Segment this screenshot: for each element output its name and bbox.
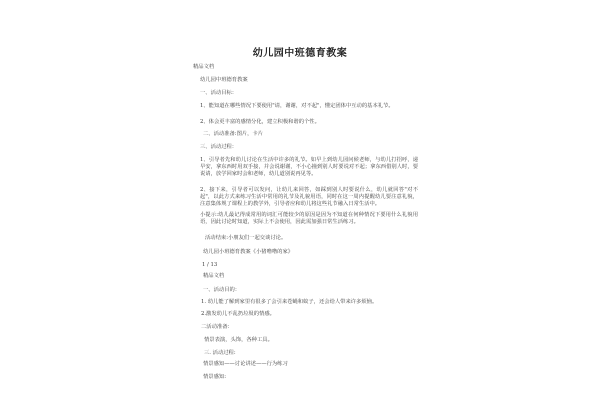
paragraph: 小提示:幼儿最记得成常用的词汇可能较少的原因是因为不知道在何种情况下要用什么礼貌用语，因此讨论时知道，实际上不会使用，因此需加强日常生活练习。 — [200, 212, 418, 226]
paragraph: 1、引导者先和幼儿讨论在生活中许多的礼节。如早上到幼儿园问候老师，与幼儿打招呼，递早安，拿东西时用双手接，并会说谢谢，不小心撞到别人时要说对不起；拿东西借别人时，要说请，放学回家时会和老师，幼儿道别说再见等。 — [200, 157, 418, 178]
section-heading: 一、活动目的： — [203, 287, 241, 293]
header-label: 精品文档 — [203, 273, 225, 279]
text-line: 活动结束:小朋友们一起交谈讨论。 — [205, 235, 287, 241]
text-line: 2、体会更丰富的感情分化，建立积极和谐的个性。 — [200, 119, 320, 125]
section-heading: 三. 活动过程: — [204, 350, 236, 356]
header-label: 精品文档 — [193, 64, 215, 70]
text-line: 幼儿园小班德育教案《小猪噜噜的家》 — [203, 249, 294, 255]
page-number: 1 / 13 — [202, 262, 218, 268]
paragraph: 2、接下来，引导者可以发问，让幼儿来回答，如踩到别人时要说什么，幼儿就回答"对不起"，以此方式来练习生活中常用的礼节及礼貌用语，同时在这一周内提醒幼儿要注意礼貌，注意集体规了课程上的教学外，引导者应和幼儿将这些礼节融入日常生活中。 — [200, 187, 418, 208]
section-heading: 一、活动目标： — [200, 90, 238, 96]
section-heading: 二、活动准备:图片，卡片 — [203, 131, 264, 137]
text-line: 1. 幼儿能了解到家里有很多了会引来苍蝇和蚊子，还会给人带来许多烦恼。 — [201, 299, 378, 305]
document-title: 幼儿园中班德育教案 — [252, 48, 348, 59]
text-line: 情景感知——讨论讲述——行为练习 — [203, 361, 288, 367]
text-line: 2.激发幼儿不乱扔垃圾的情感。 — [201, 311, 275, 317]
subtitle-line: 幼儿园中班德育教案 — [200, 77, 248, 83]
text-line: 1、能知道在哪些情况下要使用"请，谢谢，对不起"，懂定团体中互动的基本礼节。 — [200, 103, 394, 109]
text-line: 情景感知: — [203, 374, 226, 380]
section-heading: 三、活动过程： — [200, 144, 238, 150]
text-line: 情景表演，头饰，各种工具。 — [204, 337, 273, 343]
section-heading: 二活动准备： — [201, 324, 233, 330]
